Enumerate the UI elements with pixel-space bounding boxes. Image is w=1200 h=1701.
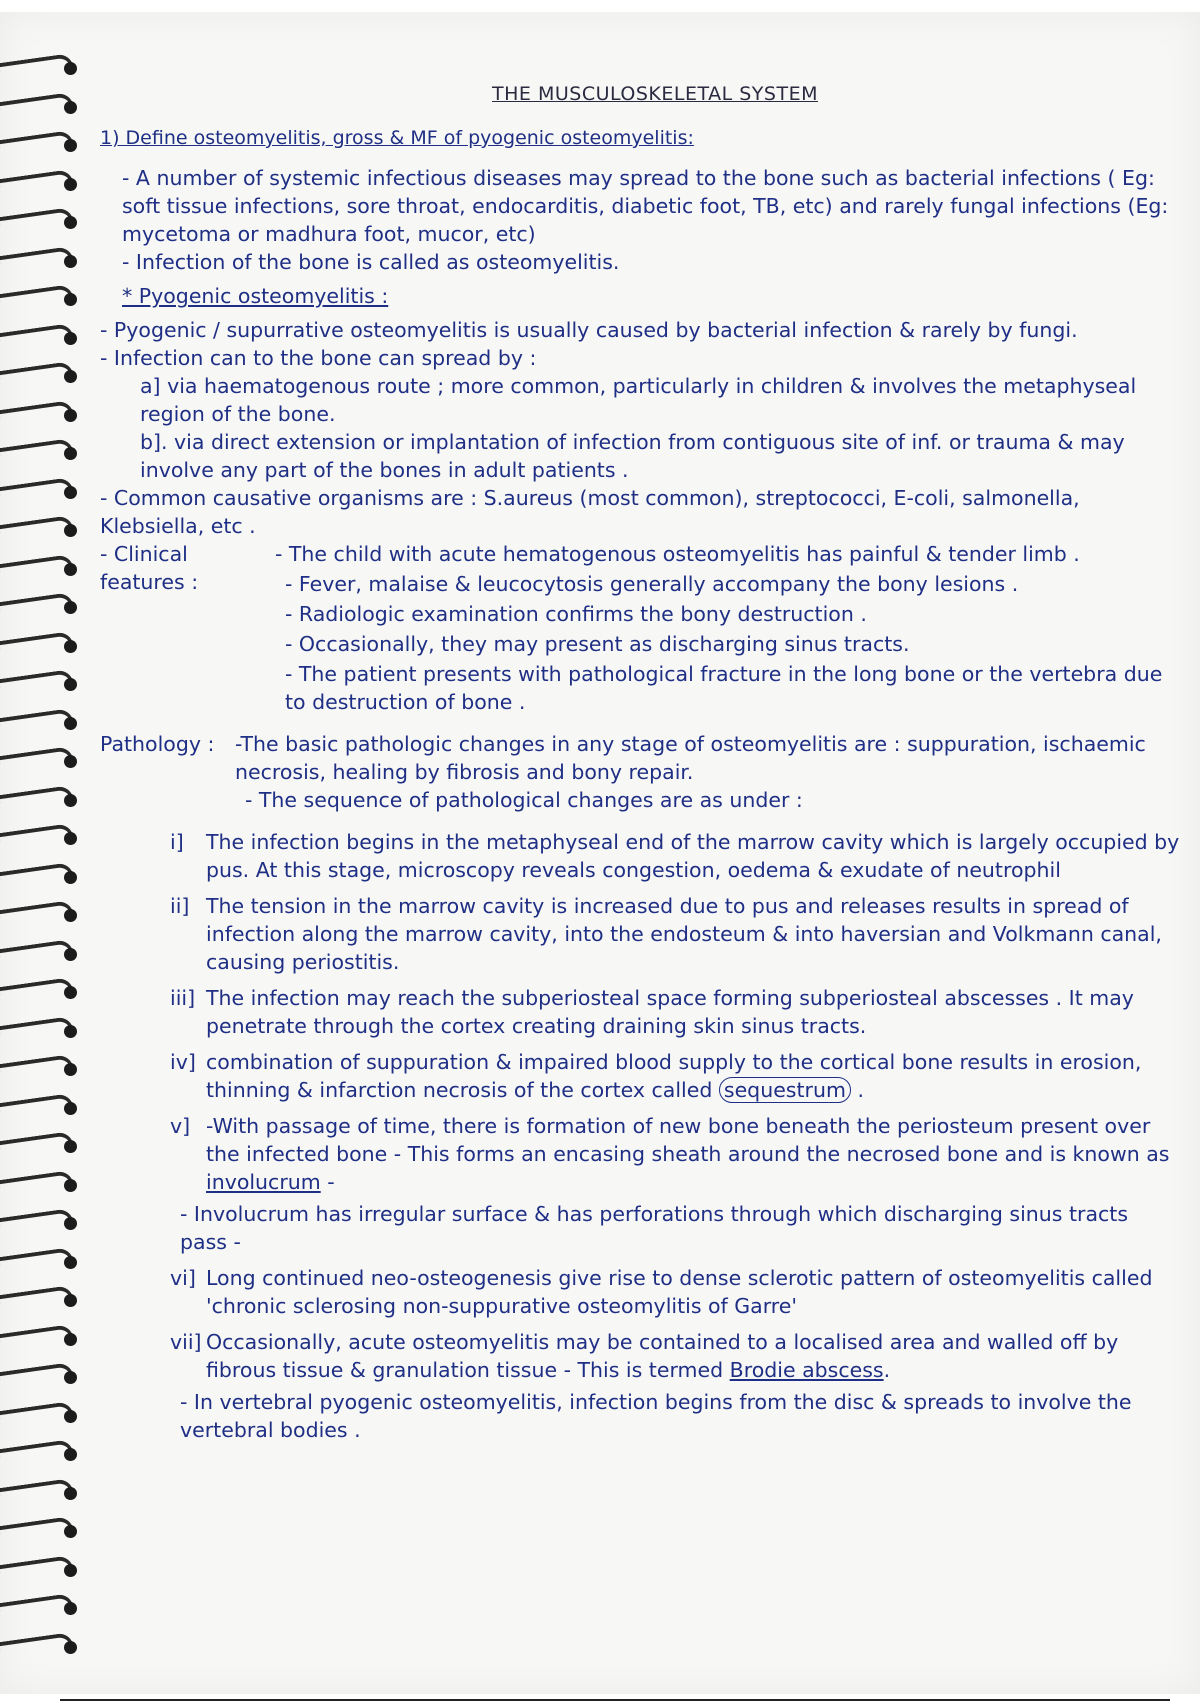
binding-ring [0,1515,86,1541]
step-item [100,892,1180,976]
binding-ring [0,1361,86,1387]
step-number: vi] [170,1266,196,1290]
sequestrum-term: sequestrum [719,1077,851,1103]
binding-ring [0,591,86,617]
binding-ring [0,1246,86,1272]
binding-ring [0,899,86,925]
binding-ring [0,1284,86,1310]
route-a: a] via haematogenous route ; more common, particularly in children & involves the metaphyseal region of the bone. [140,374,1137,426]
organisms-line: - Common causative organisms are : S.aureus (most common), streptococci, E-coli, salmonella, Klebsiella, etc . [100,486,1080,538]
route-b: b]. via direct extension or implantation of infection from contiguous site of inf. or trauma & may involve any part of the bones in adult patients . [140,430,1125,482]
binding-ring [0,514,86,540]
step-item [100,984,1180,1040]
binding-ring [0,1631,86,1657]
step-text-part: Occasionally, acute osteomyelitis may be contained to a localised area and walled off by fibrous tissue & granulation tissue - This is termed [206,1330,1119,1382]
binding-ring [0,1477,86,1503]
involucrum-term: involucrum [206,1170,321,1194]
intro-line-1: - A number of systemic infectious diseases may spread to the bone such as bacterial infections ( Eg: soft tissue infections, sore throat, endocarditis, diabetic foot, TB, etc) and rarely fungal infections (Eg: mycetoma or madhura foot, mucor, etc) [122,166,1169,246]
step-text: The infection may reach the subperiosteal space forming subperiosteal abscesses . It may penetrate through the cortex creating draining skin sinus tracts. [206,986,1134,1038]
clinical-item: - Fever, malaise & leucocytosis generally accompany the bony lesions . [285,572,1019,596]
brodie-term: Brodie abscess [729,1358,884,1382]
binding-ring [0,630,86,656]
clinical-item: - The patient presents with pathological fracture in the long bone or the vertebra due to destruction of bone . [285,662,1163,714]
binding-ring [0,283,86,309]
binding-ring [0,553,86,579]
step-text: The infection begins in the metaphyseal end of the marrow cavity which is largely occupied by pus. At this stage, microscopy reveals congestion, oedema & exudate of neutrophil [206,830,1180,882]
binding-ring [0,1400,86,1426]
binding-ring [0,245,86,271]
step-item [100,1112,1180,1196]
pathology-label: Pathology : [100,732,215,756]
binding-ring [0,91,86,117]
binding-ring [0,399,86,425]
pyogenic-line-1: - Pyogenic / supurrative osteomyelitis is usually caused by bacterial infection & rarely by fungi. [100,318,1078,342]
step-text: Long continued neo-osteogenesis give rise to dense sclerotic pattern of osteomyelitis called 'chronic sclerosing non-suppurative osteomylitis of Garre' [206,1266,1153,1318]
clinical-item: - Occasionally, they may present as discharging sinus tracts. [285,632,910,656]
notes-content [100,72,1180,1444]
step-text-part: -With passage of time, there is formation of new bone beneath the periosteum present over the infected bone - This forms an encasing sheath around the necrosed bone and is known as [206,1114,1170,1166]
step-text: The tension in the marrow cavity is increased due to pus and releases results in spread of infection along the marrow cavity, into the endosteum & into haversian and Volkmann canal, causing periostitis. [206,894,1162,974]
binding-ring [0,1554,86,1580]
step-text-part: - [320,1170,335,1194]
binding-ring [0,822,86,848]
pyogenic-line-2: - Infection can to the bone can spread by : [100,346,537,370]
pathology-section [100,730,1180,814]
binding-ring [0,52,86,78]
binding-ring [0,1130,86,1156]
clinical-item: - The child with acute hematogenous osteomyelitis has painful & tender limb . [275,542,1080,566]
binding-ring [0,1438,86,1464]
binding-ring [0,206,86,232]
binding-ring [0,1092,86,1118]
spiral-binding [0,52,90,1692]
page-title: THE MUSCULOSKELETAL SYSTEM [492,83,818,105]
binding-ring [0,707,86,733]
step-item [100,1264,1180,1320]
intro-line-2: - Infection of the bone is called as osteomyelitis. [122,250,620,274]
binding-ring [0,938,86,964]
binding-ring [0,360,86,386]
binding-ring [0,861,86,887]
step-number: iv] [170,1050,196,1074]
step-item [100,1328,1180,1384]
step-number: iii] [170,986,196,1010]
step-number: ii] [170,894,190,918]
vertebral-note: - In vertebral pyogenic osteomyelitis, infection begins from the disc & spreads to involve the vertebral bodies . [180,1390,1132,1442]
step-text-part: . [850,1078,864,1102]
binding-ring [0,437,86,463]
step-text [206,1328,1180,1384]
binding-ring [0,129,86,155]
step-number: v] [170,1114,191,1138]
notebook-page [0,12,1200,1694]
clinical-item: - Radiologic examination confirms the bony destruction . [285,602,867,626]
binding-ring [0,1015,86,1041]
binding-ring [0,1592,86,1618]
binding-ring [0,1169,86,1195]
step-text-part: . [883,1358,891,1382]
binding-ring [0,476,86,502]
binding-ring [0,668,86,694]
step-text-part: combination of suppuration & impaired blood supply to the cortical bone results in erosion, thinning & infarction necrosis of the cortex called [206,1050,1142,1102]
binding-ring [0,168,86,194]
binding-ring [0,976,86,1002]
question-heading: 1) Define osteomyelitis, gross & MF of pyogenic osteomyelitis: [100,127,694,149]
involucrum-note: - Involucrum has irregular surface & has perforations through which discharging sinus tracts pass - [180,1202,1128,1254]
step-item [100,1048,1180,1104]
step-text [206,1048,1180,1104]
binding-ring [0,1207,86,1233]
binding-ring [0,1053,86,1079]
step-number: i] [170,830,184,854]
subheading: * Pyogenic osteomyelitis : [122,284,389,308]
binding-ring [0,322,86,348]
step-item [100,828,1180,884]
binding-ring [0,1323,86,1349]
clinical-label: - Clinical features : [100,542,199,594]
binding-ring [0,745,86,771]
pathology-line-1: -The basic pathologic changes in any stage of osteomyelitis are : suppuration, ischaemic necrosis, healing by fibrosis and bony repair. [235,732,1146,784]
step-number: vii] [170,1330,202,1354]
binding-ring [0,784,86,810]
clinical-features [100,540,1180,718]
pathology-line-2: - The sequence of pathological changes are as under : [245,788,803,812]
step-text [206,1112,1180,1196]
